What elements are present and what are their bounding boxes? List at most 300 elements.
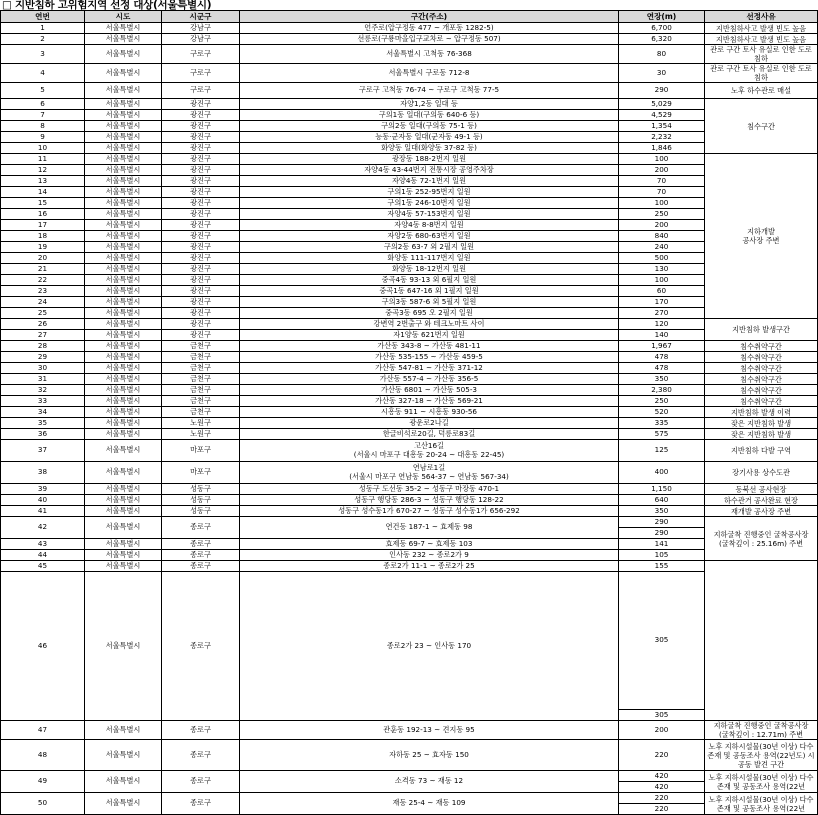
row-sigungu: 광진구 (162, 286, 240, 297)
table-row (1, 45, 818, 64)
row-length: 305 (619, 710, 705, 721)
row-number: 43 (1, 539, 85, 550)
row-number: 9 (1, 132, 85, 143)
row-sido: 서울특별시 (85, 110, 162, 121)
row-length: 1,150 (619, 484, 705, 495)
row-length: 4,529 (619, 110, 705, 121)
row-sigungu: 종로구 (162, 517, 240, 539)
table-row (1, 187, 818, 198)
row-sigungu: 광진구 (162, 264, 240, 275)
row-sido: 서울특별시 (85, 517, 162, 539)
row-sigungu: 금천구 (162, 385, 240, 396)
row-sido: 서울특별시 (85, 286, 162, 297)
table-row (1, 793, 818, 804)
row-section: 강변역 2번출구 와 테크노마트 사이 (240, 319, 619, 330)
row-section: 자양4동 57-153번지 일원 (240, 209, 619, 220)
row-sigungu: 구로구 (162, 83, 240, 99)
table-row (1, 341, 818, 352)
table-row (1, 297, 818, 308)
row-sido: 서울특별시 (85, 550, 162, 561)
row-reason: 노후 지하시설물(30년 이상) 다수 존재 및 공동조사 용역(22년도) 시 공동 발견 구간 (705, 740, 818, 771)
row-sigungu: 광진구 (162, 209, 240, 220)
row-length: 840 (619, 231, 705, 242)
row-section: 가산동 343-8 ~ 가산동 481-11 (240, 341, 619, 352)
table-row (1, 286, 818, 297)
row-reason: 하수관거 공사완료 현장 (705, 495, 818, 506)
table-row (1, 495, 818, 506)
page-title: □ 지반침하 고위험지역 선정 대상(서울특별시) (2, 0, 212, 11)
row-sido: 서울특별시 (85, 396, 162, 407)
row-number: 42 (1, 517, 85, 539)
row-sido: 서울특별시 (85, 121, 162, 132)
row-length: 420 (619, 771, 705, 782)
row-length: 640 (619, 495, 705, 506)
table-row (1, 231, 818, 242)
row-reason: 노후 하수관로 매설 (705, 83, 818, 99)
row-section: 광장동 188-2번지 일원 (240, 154, 619, 165)
table-row (1, 740, 818, 771)
row-sigungu: 금천구 (162, 407, 240, 418)
row-sigungu: 마포구 (162, 440, 240, 462)
row-length: 6,320 (619, 34, 705, 45)
row-length: 155 (619, 561, 705, 572)
row-section: 가산동 6801 ~ 가산동 505-3 (240, 385, 619, 396)
row-number: 44 (1, 550, 85, 561)
row-section: 화양동 111-117번지 일원 (240, 253, 619, 264)
row-number: 7 (1, 110, 85, 121)
row-sido: 서울특별시 (85, 154, 162, 165)
row-length: 350 (619, 374, 705, 385)
row-section: 성동구 행당동 286-3 ~ 성동구 행당동 128-22 (240, 495, 619, 506)
row-reason: 지하굴착 진행중인 굴착공사장 (굴착깊이 : 12.71m) 주변 (705, 721, 818, 740)
row-length: 520 (619, 407, 705, 418)
row-number: 24 (1, 297, 85, 308)
row-sido: 서울특별시 (85, 45, 162, 64)
row-section: 자양4동 43-44번지 전통시장 공영주차장 (240, 165, 619, 176)
row-number: 17 (1, 220, 85, 231)
row-number: 8 (1, 121, 85, 132)
row-sido: 서울특별시 (85, 209, 162, 220)
row-sido: 서울특별시 (85, 407, 162, 418)
row-sigungu: 종로구 (162, 793, 240, 815)
row-sido: 서울특별시 (85, 793, 162, 815)
row-number: 33 (1, 396, 85, 407)
table-row (1, 374, 818, 385)
row-sido: 서울특별시 (85, 275, 162, 286)
table-row (1, 385, 818, 396)
row-length: 1,967 (619, 341, 705, 352)
row-section: 고산16길 (서울시 마포구 대흥동 20-24 ~ 대흥동 22-45) (240, 440, 619, 462)
row-sido: 서울특별시 (85, 198, 162, 209)
row-length: 200 (619, 721, 705, 740)
row-number: 23 (1, 286, 85, 297)
row-reason: 지반침하 발생구간 (705, 319, 818, 341)
row-sigungu: 광진구 (162, 99, 240, 110)
row-sigungu: 금천구 (162, 363, 240, 374)
row-number: 3 (1, 45, 85, 64)
row-number: 21 (1, 264, 85, 275)
table-row (1, 242, 818, 253)
row-sido: 서울특별시 (85, 83, 162, 99)
header-no: 연번 (1, 11, 85, 23)
row-section: 가산동 327-18 ~ 가산동 569-21 (240, 396, 619, 407)
row-section: 가산동 547-81 ~ 가산동 371-12 (240, 363, 619, 374)
row-section: 언주로(압구정동 477 ~ 개포동 1282-5) (240, 23, 619, 34)
table-row (1, 572, 818, 710)
table-row (1, 165, 818, 176)
table-row (1, 319, 818, 330)
row-reason: 지반침하사고 발생 빈도 높음 (705, 23, 818, 34)
row-number: 20 (1, 253, 85, 264)
row-number: 35 (1, 418, 85, 429)
row-number: 25 (1, 308, 85, 319)
row-sido: 서울특별시 (85, 352, 162, 363)
row-number: 28 (1, 341, 85, 352)
table-row (1, 264, 818, 275)
row-sido: 서울특별시 (85, 440, 162, 462)
row-reason: 지반침하사고 발생 빈도 높음 (705, 34, 818, 45)
row-length: 5,029 (619, 99, 705, 110)
row-length: 270 (619, 308, 705, 319)
row-sido: 서울특별시 (85, 220, 162, 231)
row-section: 구의1동 일대(구의동 640-6 등) (240, 110, 619, 121)
row-sido: 서울특별시 (85, 721, 162, 740)
row-reason: 노후 지하시설물(30년 이상) 다수 존재 및 공동조사 용역(22년 (705, 771, 818, 793)
row-section: 종로2가 23 ~ 인사동 170 (240, 572, 619, 721)
row-sido: 서울특별시 (85, 319, 162, 330)
row-number: 5 (1, 83, 85, 99)
row-section: 한글비석로20길, 덕릉로83길 (240, 429, 619, 440)
row-section: 선릉로(구룡마을입구교차로 ~ 압구정동 507) (240, 34, 619, 45)
row-reason: 동북선 공사현장 (705, 484, 818, 495)
table-row (1, 64, 818, 83)
row-length: 290 (619, 517, 705, 528)
row-length: 6,700 (619, 23, 705, 34)
row-sigungu: 광진구 (162, 330, 240, 341)
row-sigungu: 종로구 (162, 572, 240, 721)
row-sigungu: 광진구 (162, 165, 240, 176)
row-sido: 서울특별시 (85, 264, 162, 275)
table-row (1, 110, 818, 121)
table-row (1, 418, 818, 429)
row-reason: 관로 구간 토사 유실로 인한 도로 침하 (705, 45, 818, 64)
header-sido: 시도 (85, 11, 162, 23)
row-length: 120 (619, 319, 705, 330)
row-sigungu: 광진구 (162, 132, 240, 143)
row-length: 200 (619, 220, 705, 231)
row-length: 60 (619, 286, 705, 297)
row-number: 36 (1, 429, 85, 440)
table-row (1, 440, 818, 462)
row-sigungu: 금천구 (162, 341, 240, 352)
row-sigungu: 마포구 (162, 462, 240, 484)
row-sido: 서울특별시 (85, 363, 162, 374)
row-sido: 서울특별시 (85, 34, 162, 45)
ground-subsidence-table (0, 10, 818, 815)
header-reason: 선정사유 (705, 11, 818, 23)
row-number: 1 (1, 23, 85, 34)
row-reason: 재개발 공사장 주변 (705, 506, 818, 517)
row-section: 연남로1길 (서울시 마포구 연남동 564-37 ~ 연남동 567-34) (240, 462, 619, 484)
row-length: 220 (619, 740, 705, 771)
table-row (1, 407, 818, 418)
row-reason: 침수취약구간 (705, 396, 818, 407)
row-section: 인사동 232 ~ 종로2가 9 (240, 550, 619, 561)
row-number: 30 (1, 363, 85, 374)
row-sido: 서울특별시 (85, 462, 162, 484)
row-length: 478 (619, 363, 705, 374)
row-sigungu: 광진구 (162, 231, 240, 242)
row-length: 575 (619, 429, 705, 440)
row-section: 재동 25-4 ~ 재동 109 (240, 793, 619, 815)
row-number: 13 (1, 176, 85, 187)
row-section: 성동구 도선동 35-2 ~ 성동구 마장동 470-1 (240, 484, 619, 495)
row-sido: 서울특별시 (85, 242, 162, 253)
row-sido: 서울특별시 (85, 231, 162, 242)
row-length: 100 (619, 198, 705, 209)
row-reason: 지하굴착 진행중인 굴착공사장 (굴착깊이 : 25.16m) 주변 (705, 517, 818, 561)
table-row (1, 198, 818, 209)
row-section: 관훈동 192-13 ~ 견지동 95 (240, 721, 619, 740)
row-reason: 침수취약구간 (705, 374, 818, 385)
row-number: 47 (1, 721, 85, 740)
row-length: 80 (619, 45, 705, 64)
row-length: 250 (619, 209, 705, 220)
table-row (1, 539, 818, 550)
row-section: 종로2가 11-1 ~ 종로2가 25 (240, 561, 619, 572)
row-length: 140 (619, 330, 705, 341)
row-length: 105 (619, 550, 705, 561)
row-section: 자양4동 8-8번지 일원 (240, 220, 619, 231)
row-section: 구의3동 587-6 외 5필지 일원 (240, 297, 619, 308)
row-length: 70 (619, 176, 705, 187)
row-sigungu: 금천구 (162, 374, 240, 385)
header-section: 구간(주소) (240, 11, 619, 23)
row-sigungu: 광진구 (162, 253, 240, 264)
table-row (1, 209, 818, 220)
row-sido: 서울특별시 (85, 506, 162, 517)
table-row (1, 352, 818, 363)
table-row (1, 154, 818, 165)
row-number: 50 (1, 793, 85, 815)
row-length: 200 (619, 165, 705, 176)
row-section: 서울특별시 구로동 712-8 (240, 64, 619, 83)
row-sigungu: 종로구 (162, 550, 240, 561)
row-number: 48 (1, 740, 85, 771)
row-number: 38 (1, 462, 85, 484)
row-sigungu: 광진구 (162, 143, 240, 154)
row-sido: 서울특별시 (85, 330, 162, 341)
row-sido: 서울특별시 (85, 418, 162, 429)
row-number: 4 (1, 64, 85, 83)
header-sigungu: 시군구 (162, 11, 240, 23)
row-length: 100 (619, 154, 705, 165)
row-sido: 서울특별시 (85, 176, 162, 187)
row-sido: 서울특별시 (85, 187, 162, 198)
header-length: 연장(m) (619, 11, 705, 23)
row-length: 400 (619, 462, 705, 484)
row-number: 2 (1, 34, 85, 45)
row-number: 46 (1, 572, 85, 721)
row-sigungu: 노원구 (162, 418, 240, 429)
row-length: 240 (619, 242, 705, 253)
row-sigungu: 광진구 (162, 187, 240, 198)
row-length: 130 (619, 264, 705, 275)
row-reason: 침수취약구간 (705, 352, 818, 363)
row-sido: 서울특별시 (85, 64, 162, 83)
row-section: 구의2동 63-7 외 2필지 일원 (240, 242, 619, 253)
table-header-row (1, 11, 818, 23)
row-section: 자양2동 680-63번지 일원 (240, 231, 619, 242)
row-number: 15 (1, 198, 85, 209)
row-number: 27 (1, 330, 85, 341)
table-row (1, 143, 818, 154)
row-sigungu: 광진구 (162, 319, 240, 330)
row-sigungu: 광진구 (162, 220, 240, 231)
row-reason: 지하개발 공사장 주변 (705, 154, 818, 319)
row-section: 가산동 557-4 ~ 가산동 356-5 (240, 374, 619, 385)
row-number: 34 (1, 407, 85, 418)
table-row (1, 99, 818, 110)
row-section: 중곡3동 695 오 2필지 일원 (240, 308, 619, 319)
row-sigungu: 종로구 (162, 539, 240, 550)
row-reason: 관로 구간 토사 유실로 인한 도로 침하 (705, 64, 818, 83)
table-row (1, 23, 818, 34)
row-sido: 서울특별시 (85, 429, 162, 440)
row-sido: 서울특별시 (85, 143, 162, 154)
row-sigungu: 종로구 (162, 561, 240, 572)
row-length: 100 (619, 275, 705, 286)
row-sido: 서울특별시 (85, 374, 162, 385)
row-number: 14 (1, 187, 85, 198)
row-reason: 잦은 지반침하 발생 (705, 418, 818, 429)
row-sido: 서울특별시 (85, 308, 162, 319)
row-section: 능동·군자동 일대(군자동 49-1 등) (240, 132, 619, 143)
row-sigungu: 광진구 (162, 242, 240, 253)
row-section: 중곡4동 93-13 외 6필지 일원 (240, 275, 619, 286)
row-sigungu: 광진구 (162, 198, 240, 209)
row-sigungu: 광진구 (162, 110, 240, 121)
row-sido: 서울특별시 (85, 385, 162, 396)
table-row (1, 132, 818, 143)
row-sigungu: 구로구 (162, 64, 240, 83)
row-number: 45 (1, 561, 85, 572)
row-number: 31 (1, 374, 85, 385)
row-number: 19 (1, 242, 85, 253)
row-sigungu: 종로구 (162, 771, 240, 793)
table-row (1, 363, 818, 374)
row-reason: 침수취약구간 (705, 385, 818, 396)
table-row (1, 771, 818, 782)
row-length: 1,846 (619, 143, 705, 154)
table-row (1, 34, 818, 45)
row-number: 11 (1, 154, 85, 165)
row-length: 250 (619, 396, 705, 407)
row-length: 2,380 (619, 385, 705, 396)
row-reason: 침수구간 (705, 99, 818, 154)
row-number: 16 (1, 209, 85, 220)
row-number: 10 (1, 143, 85, 154)
row-sigungu: 광진구 (162, 308, 240, 319)
row-section: 가산동 535-155 ~ 가산동 459-5 (240, 352, 619, 363)
row-length: 70 (619, 187, 705, 198)
row-section: 광운로2나길 (240, 418, 619, 429)
row-length: 2,232 (619, 132, 705, 143)
row-sido: 서울특별시 (85, 495, 162, 506)
row-sigungu: 광진구 (162, 275, 240, 286)
row-sido: 서울특별시 (85, 132, 162, 143)
row-sido: 서울특별시 (85, 253, 162, 264)
row-section: 중곡1동 647-16 외 1필지 일원 (240, 286, 619, 297)
row-section: 연건동 187-1 ~ 효제동 98 (240, 517, 619, 539)
table-row (1, 550, 818, 561)
row-sigungu: 금천구 (162, 396, 240, 407)
row-sigungu: 성동구 (162, 484, 240, 495)
row-sigungu: 종로구 (162, 740, 240, 771)
row-length: 305 (619, 572, 705, 710)
row-sido: 서울특별시 (85, 484, 162, 495)
row-section: 구의1동 246-10번지 일원 (240, 198, 619, 209)
table-row (1, 517, 818, 528)
table-row (1, 275, 818, 286)
table-row (1, 176, 818, 187)
row-sigungu: 강남구 (162, 23, 240, 34)
row-sido: 서울특별시 (85, 99, 162, 110)
row-sigungu: 노원구 (162, 429, 240, 440)
table-row (1, 330, 818, 341)
row-section: 서울특별시 고척동 76-368 (240, 45, 619, 64)
row-length: 350 (619, 506, 705, 517)
row-length: 1,354 (619, 121, 705, 132)
table-row (1, 308, 818, 319)
row-sigungu: 성동구 (162, 506, 240, 517)
row-length: 290 (619, 83, 705, 99)
row-section: 자하동 25 ~ 효자동 150 (240, 740, 619, 771)
row-section: 시흥동 911 ~ 시흥동 930-56 (240, 407, 619, 418)
row-section: 자양4동 72-1번지 일원 (240, 176, 619, 187)
row-sigungu: 광진구 (162, 121, 240, 132)
row-sido: 서울특별시 (85, 539, 162, 550)
row-number: 39 (1, 484, 85, 495)
row-number: 22 (1, 275, 85, 286)
table-row (1, 83, 818, 99)
table-row (1, 721, 818, 740)
row-sido: 서울특별시 (85, 572, 162, 721)
table-row (1, 121, 818, 132)
row-number: 49 (1, 771, 85, 793)
row-length: 125 (619, 440, 705, 462)
table-row (1, 462, 818, 484)
row-length: 170 (619, 297, 705, 308)
row-sigungu: 광진구 (162, 176, 240, 187)
table-row (1, 484, 818, 495)
row-reason: 침수취약구간 (705, 363, 818, 374)
row-number: 26 (1, 319, 85, 330)
table-row (1, 429, 818, 440)
row-section: 자양1,2동 일대 등 (240, 99, 619, 110)
table-row (1, 561, 818, 572)
row-section: 구로구 고척동 76-74 ~ 구로구 고척동 77-5 (240, 83, 619, 99)
row-section: 구의2동 일대(구의동 75-1 등) (240, 121, 619, 132)
row-sigungu: 성동구 (162, 495, 240, 506)
row-sido: 서울특별시 (85, 165, 162, 176)
row-reason: 지반침하 다발 구역 (705, 440, 818, 462)
row-number: 12 (1, 165, 85, 176)
row-sigungu: 광진구 (162, 297, 240, 308)
row-section: 성동구 성수동1가 670-27 ~ 성동구 성수동1가 656-292 (240, 506, 619, 517)
row-number: 6 (1, 99, 85, 110)
row-sido: 서울특별시 (85, 561, 162, 572)
